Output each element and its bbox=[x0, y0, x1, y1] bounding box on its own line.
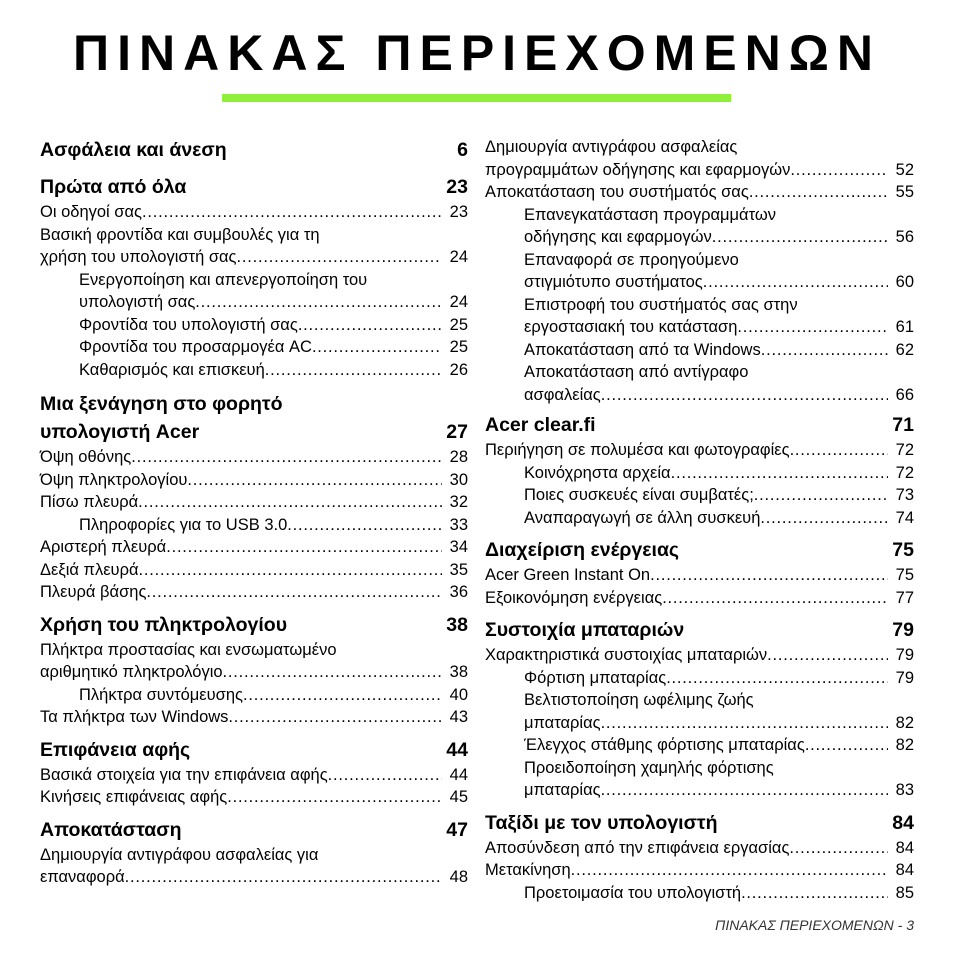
entry-page: 35 bbox=[449, 560, 468, 579]
entry-label: Έλεγχος στάθμης φόρτισης μπαταρίας bbox=[524, 736, 805, 754]
entry-page: 43 bbox=[449, 708, 468, 726]
leader-dots bbox=[601, 384, 888, 407]
toc-section[interactable] bbox=[40, 611, 468, 639]
entry-label: Φροντίδα του προσαρμογέα AC bbox=[79, 338, 312, 356]
entry-page: 34 bbox=[449, 538, 468, 556]
toc-subentry[interactable] bbox=[485, 734, 914, 757]
footer-page-number: 3 bbox=[906, 917, 914, 933]
toc-subentry[interactable] bbox=[40, 314, 468, 337]
leader-dots bbox=[131, 446, 442, 469]
toc-left-column bbox=[40, 136, 468, 889]
entry-label: Κοινόχρηστα αρχεία bbox=[524, 463, 671, 482]
toc-subentry[interactable] bbox=[40, 514, 468, 537]
leader-dots bbox=[760, 507, 888, 530]
title-underline bbox=[222, 94, 731, 102]
toc-section[interactable] bbox=[485, 411, 914, 439]
toc-subentry[interactable] bbox=[40, 336, 468, 359]
leader-dots bbox=[662, 587, 888, 610]
entry-page: 33 bbox=[449, 515, 468, 534]
toc-subentry[interactable] bbox=[40, 359, 468, 382]
leader-dots bbox=[237, 246, 442, 269]
leader-dots bbox=[741, 882, 888, 905]
entry-label-line2: εργοστασιακή του κατάσταση bbox=[524, 318, 738, 336]
leader-dots bbox=[287, 514, 442, 537]
leader-dots bbox=[227, 786, 442, 809]
entry-label: Φόρτιση μπαταρίας bbox=[524, 668, 667, 687]
toc-entry[interactable] bbox=[40, 446, 468, 469]
leader-dots bbox=[195, 291, 442, 314]
toc-entry[interactable] bbox=[485, 644, 914, 667]
entry-label-line1: Βασική φροντίδα και συμβουλές για τη bbox=[40, 225, 320, 244]
section-page: 23 bbox=[446, 176, 468, 198]
entry-page: 24 bbox=[449, 248, 468, 266]
entry-label-line1: Προειδοποίηση χαμηλής φόρτισης bbox=[524, 758, 774, 777]
entry-label-line2: αριθμητικό πληκτρολόγιο bbox=[40, 663, 223, 681]
section-page: 84 bbox=[892, 811, 914, 834]
toc-entry[interactable] bbox=[485, 439, 914, 462]
entry-label: Μετακίνηση bbox=[485, 861, 571, 879]
entry-label-line2: χρήση του υπολογιστή σας bbox=[40, 248, 237, 266]
entry-label-line1: Πλήκτρα προστασίας και ενσωματωμένο bbox=[40, 640, 337, 659]
entry-label: Ποιες συσκευές είναι συμβατές; bbox=[524, 486, 754, 504]
leader-dots bbox=[671, 462, 888, 485]
section-title-line1: Μια ξενάγηση στο φορητό bbox=[40, 393, 283, 415]
entry-page: 26 bbox=[449, 360, 468, 379]
entry-label: Κινήσεις επιφάνειας αφής bbox=[40, 788, 228, 806]
entry-label: Προετοιμασία του υπολογιστή bbox=[524, 883, 742, 902]
section-title: Επιφάνεια αφής bbox=[40, 738, 191, 761]
toc-subentry[interactable] bbox=[485, 882, 914, 905]
section-title: Ταξίδι με τον υπολογιστή bbox=[485, 811, 718, 834]
entry-label-line1: Επαναφορά σε προηγούμενο bbox=[524, 250, 739, 269]
entry-label: Δεξιά πλευρά bbox=[40, 560, 139, 579]
section-page: 47 bbox=[446, 818, 468, 841]
leader-dots bbox=[712, 226, 888, 249]
toc-subentry[interactable] bbox=[485, 689, 914, 734]
toc-entry[interactable] bbox=[40, 559, 468, 582]
toc-subentry[interactable] bbox=[40, 684, 468, 707]
entry-page: 28 bbox=[449, 448, 468, 466]
leader-dots bbox=[601, 712, 888, 735]
entry-page: 83 bbox=[895, 781, 914, 799]
toc-entry[interactable] bbox=[40, 224, 468, 269]
leader-dots bbox=[166, 536, 442, 559]
toc-subentry[interactable] bbox=[485, 667, 914, 690]
section-title: Διαχείριση ενέργειας bbox=[485, 539, 680, 561]
toc-entry[interactable] bbox=[485, 136, 914, 181]
toc-section[interactable] bbox=[40, 816, 468, 844]
footer-text: ΠΙΝΑΚΑΣ ΠΕΡΙΕΧΟΜΕΝΩΝ - bbox=[715, 917, 903, 933]
entry-label: Τα πλήκτρα των Windows bbox=[40, 708, 229, 726]
entry-page: 38 bbox=[449, 663, 468, 681]
entry-page: 55 bbox=[895, 183, 914, 201]
leader-dots bbox=[790, 159, 888, 182]
entry-page: 82 bbox=[895, 736, 914, 754]
toc-entry[interactable] bbox=[40, 201, 468, 224]
toc-entry[interactable] bbox=[40, 844, 468, 889]
section-page: 6 bbox=[457, 139, 468, 161]
toc-entry[interactable] bbox=[485, 859, 914, 882]
leader-dots bbox=[749, 181, 888, 204]
entry-label: Όψη οθόνης bbox=[40, 448, 132, 466]
entry-page: 48 bbox=[449, 868, 468, 886]
toc-section[interactable] bbox=[40, 390, 468, 446]
toc-entry[interactable] bbox=[40, 469, 468, 492]
leader-dots bbox=[737, 316, 888, 339]
toc-subentry[interactable] bbox=[485, 249, 914, 294]
toc-entry[interactable] bbox=[485, 587, 914, 610]
toc-subentry[interactable] bbox=[485, 757, 914, 802]
toc-section[interactable] bbox=[40, 173, 468, 201]
leader-dots bbox=[228, 706, 442, 729]
toc-entry[interactable] bbox=[40, 786, 468, 809]
toc-subentry[interactable] bbox=[485, 294, 914, 339]
toc-entry[interactable] bbox=[40, 581, 468, 604]
leader-dots bbox=[312, 336, 442, 359]
toc-subentry[interactable] bbox=[40, 269, 468, 314]
entry-page: 61 bbox=[895, 318, 914, 336]
toc-entry[interactable] bbox=[485, 837, 914, 860]
entry-label-line1: Επανεγκατάσταση προγραμμάτων bbox=[524, 205, 777, 224]
leader-dots bbox=[601, 779, 888, 802]
entry-page: 79 bbox=[895, 646, 914, 664]
entry-label-line1: Ενεργοποίηση και απενεργοποίηση του bbox=[79, 270, 368, 289]
page-title: ΠΙΝΑΚΑΣ ΠΕΡΙΕΧΟΜΕΝΩΝ bbox=[73, 25, 881, 81]
leader-dots bbox=[754, 484, 888, 507]
leader-dots bbox=[187, 469, 442, 492]
entry-label-line1: Επιστροφή του συστήματός σας στην bbox=[524, 295, 798, 314]
entry-label: Αποκατάσταση από τα Windows bbox=[524, 340, 761, 359]
entry-page: 45 bbox=[449, 788, 468, 806]
entry-label-line2: προγραμμάτων οδήγησης και εφαρμογών bbox=[485, 160, 791, 179]
leader-dots bbox=[139, 559, 443, 582]
leader-dots bbox=[146, 581, 442, 604]
entry-label-line2: υπολογιστή σας bbox=[79, 293, 196, 311]
entry-label-line1: Δημιουργία αντιγράφου ασφαλείας για bbox=[40, 845, 319, 864]
section-title: Χρήση του πληκτρολογίου bbox=[40, 613, 288, 636]
toc-right-column bbox=[485, 136, 914, 904]
leader-dots bbox=[650, 564, 888, 587]
entry-page: 23 bbox=[449, 203, 468, 221]
leader-dots bbox=[298, 314, 442, 337]
entry-label: Καθαρισμός και επισκευή bbox=[79, 360, 265, 379]
entry-label: Αριστερή πλευρά bbox=[40, 538, 167, 556]
entry-page: 62 bbox=[895, 340, 914, 359]
entry-page: 25 bbox=[449, 315, 468, 334]
toc-entry[interactable] bbox=[485, 564, 914, 587]
leader-dots bbox=[328, 764, 442, 787]
leader-dots bbox=[223, 661, 442, 684]
entry-page: 75 bbox=[895, 566, 914, 584]
entry-page: 66 bbox=[895, 385, 914, 404]
entry-label: Αποσύνδεση από την επιφάνεια εργασίας bbox=[485, 838, 790, 857]
toc-entry[interactable] bbox=[40, 491, 468, 514]
entry-page: 32 bbox=[449, 493, 468, 511]
section-page: 71 bbox=[892, 414, 914, 436]
section-page: 75 bbox=[892, 539, 914, 561]
section-page: 44 bbox=[446, 738, 468, 761]
page-footer bbox=[715, 917, 914, 933]
section-title: Συστοιχία μπαταριών bbox=[485, 619, 685, 641]
entry-label-line2: μπαταρίας bbox=[524, 713, 601, 732]
toc-entry[interactable] bbox=[40, 706, 468, 729]
entry-page: 72 bbox=[895, 441, 914, 459]
section-title-line2: υπολογιστή Acer bbox=[40, 421, 200, 443]
toc-subentry[interactable] bbox=[485, 339, 914, 362]
entry-label-line1: Βελτιστοποίηση ωφέλιμης ζωής bbox=[524, 691, 754, 709]
entry-label: Βασικά στοιχεία για την επιφάνεια αφής bbox=[40, 765, 328, 784]
toc-section[interactable] bbox=[485, 536, 914, 564]
entry-label: Περιήγηση σε πολυμέσα και φωτογραφίες bbox=[485, 441, 790, 459]
entry-page: 82 bbox=[895, 713, 914, 732]
section-title: Αποκατάσταση bbox=[40, 818, 182, 841]
entry-label-line2: μπαταρίας bbox=[524, 781, 601, 799]
entry-page: 79 bbox=[895, 668, 914, 687]
entry-page: 30 bbox=[449, 470, 468, 489]
leader-dots bbox=[125, 866, 442, 889]
entry-page: 85 bbox=[895, 883, 914, 902]
entry-page: 77 bbox=[895, 588, 914, 607]
entry-page: 56 bbox=[895, 228, 914, 246]
toc-subentry[interactable] bbox=[485, 507, 914, 530]
entry-label: Εξοικονόμηση ενέργειας bbox=[485, 588, 663, 607]
entry-page: 73 bbox=[895, 486, 914, 504]
section-title: Πρώτα από όλα bbox=[40, 176, 187, 198]
entry-page: 74 bbox=[895, 508, 914, 527]
entry-label-line1: Δημιουργία αντιγράφου ασφαλείας bbox=[485, 138, 738, 156]
toc-subentry[interactable] bbox=[485, 204, 914, 249]
leader-dots bbox=[571, 859, 888, 882]
entry-label: Αποκατάσταση του συστήματός σας bbox=[485, 183, 749, 201]
entry-label: Οι οδηγοί σας bbox=[40, 203, 142, 221]
entry-label: Πλευρά βάσης bbox=[40, 583, 147, 601]
toc-subentry[interactable] bbox=[485, 361, 914, 406]
entry-label: Όψη πληκτρολογίου bbox=[40, 470, 188, 489]
toc-section[interactable] bbox=[40, 136, 468, 164]
toc-section[interactable] bbox=[40, 736, 468, 764]
section-page: 79 bbox=[892, 619, 914, 641]
entry-label: Acer Green Instant On bbox=[485, 566, 651, 584]
entry-page: 52 bbox=[895, 160, 914, 179]
leader-dots bbox=[265, 359, 442, 382]
leader-dots bbox=[761, 339, 888, 362]
entry-page: 60 bbox=[895, 273, 914, 291]
leader-dots bbox=[790, 439, 888, 462]
leader-dots bbox=[666, 667, 888, 690]
leader-dots bbox=[805, 734, 888, 757]
toc-entry[interactable] bbox=[40, 536, 468, 559]
entry-label-line2: οδήγησης και εφαρμογών bbox=[524, 228, 712, 246]
entry-page: 44 bbox=[449, 765, 468, 784]
entry-label-line2: ασφαλείας bbox=[524, 385, 601, 404]
toc-entry[interactable] bbox=[485, 181, 914, 204]
entry-label: Αναπαραγωγή σε άλλη συσκευή bbox=[524, 508, 761, 527]
entry-page: 84 bbox=[895, 838, 914, 857]
entry-page: 72 bbox=[895, 463, 914, 482]
section-page: 27 bbox=[446, 421, 468, 443]
entry-label-line2: στιγμιότυπο συστήματος bbox=[524, 273, 703, 291]
entry-label: Χαρακτηριστικά συστοιχίας μπαταριών bbox=[485, 646, 768, 664]
toc-section[interactable] bbox=[485, 616, 914, 644]
entry-page: 36 bbox=[449, 583, 468, 601]
toc-entry[interactable] bbox=[40, 764, 468, 787]
leader-dots bbox=[138, 491, 442, 514]
entry-label: Πίσω πλευρά bbox=[40, 493, 139, 511]
leader-dots bbox=[789, 837, 888, 860]
entry-label: Πλήκτρα συντόμευσης bbox=[79, 685, 243, 704]
toc-section[interactable] bbox=[485, 809, 914, 837]
section-title: Acer clear.fi bbox=[485, 414, 596, 436]
entry-page: 25 bbox=[449, 338, 468, 356]
entry-label: Φροντίδα του υπολογιστή σας bbox=[79, 315, 298, 334]
leader-dots bbox=[767, 644, 888, 667]
entry-label: Πληροφορίες για το USB 3.0 bbox=[79, 515, 288, 534]
section-page: 38 bbox=[446, 613, 468, 636]
leader-dots bbox=[243, 684, 442, 707]
section-title: Ασφάλεια και άνεση bbox=[40, 139, 227, 161]
entry-label-line2: επαναφορά bbox=[40, 868, 125, 886]
toc-entry[interactable] bbox=[40, 639, 468, 684]
leader-dots bbox=[142, 201, 442, 224]
entry-page: 40 bbox=[449, 685, 468, 704]
entry-label-line1: Αποκατάσταση από αντίγραφο bbox=[524, 363, 749, 381]
toc-subentry[interactable] bbox=[485, 462, 914, 485]
entry-page: 24 bbox=[449, 293, 468, 311]
entry-page: 84 bbox=[895, 861, 914, 879]
toc-subentry[interactable] bbox=[485, 484, 914, 507]
leader-dots bbox=[703, 271, 888, 294]
